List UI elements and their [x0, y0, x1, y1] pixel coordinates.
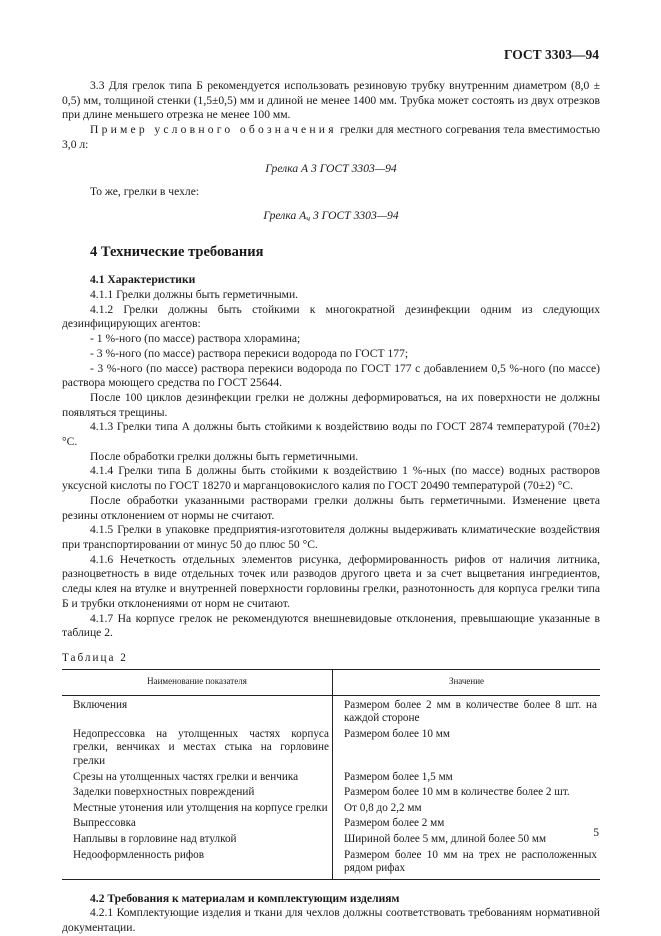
paragraph-after-water: После обработки грелки должны быть герметичными. [90, 449, 359, 463]
table-header-row [62, 669, 600, 695]
section-4-title: 4 Технические требования [90, 243, 264, 260]
table-cell-value: Размером более 1,5 мм [344, 770, 453, 783]
table-cell-indicator: Срезы на утолщенных частях грелки и венчика [62, 771, 333, 787]
table-cell-indicator: Выпрессовка [62, 817, 333, 833]
paragraph-3-3: 3.3 Для грелок типа Б рекомендуется использовать резиновую трубку внутренним диаметром (8,0 ± 0,5) мм, толщиной стенки (1,5±0,5) мм и длиной не менее 1400 мм. Трубка может состоять из двух отрезков при длине меньшего отрезка не менее 100 мм. [62, 79, 600, 122]
table-cell-value: От 0,8 до 2,2 мм [344, 801, 422, 814]
column-header-indicator: Наименование показателя [62, 669, 333, 695]
list-item-chloramine: - 1 %-ного (по массе) раствора хлорамина; [90, 332, 301, 346]
table-cell-value: Размером более 10 мм [344, 727, 450, 740]
table-cell-indicator: Недопрессовка на утолщенных частях корпуса грелки, венчиках и местах стыка на горловине грелки [62, 728, 333, 771]
document-code-header: ГОСТ 3303—94 [503, 47, 599, 62]
list-item-peroxide-detergent: - 3 %-ного (по массе) раствора перекиси водорода по ГОСТ 177 с добавлением 0,5 %-ного (по массе) раствора моющего средства по ГОСТ 25644. [62, 361, 600, 390]
designation-formula-2 [62, 209, 600, 227]
formula2-suffix: 3 ГОСТ 3303—94 [310, 208, 399, 222]
same-in-cover-text: То же, грелки в чехле: [90, 185, 200, 199]
example-spaced-word: Пример условного обозначения [90, 123, 337, 137]
table-cell-value: Размером более 2 мм [344, 817, 445, 830]
table-row [62, 833, 600, 849]
table-cell-value: Размером более 10 мм на трех не расположенных рядом рифах [333, 849, 601, 880]
subsection-4-2-title: 4.2 Требования к материалам и комплектующим изделиям [90, 891, 400, 905]
designation-formula-1: Грелка А 3 ГОСТ 3303—94 [265, 161, 397, 175]
formula2-subscript: ч [306, 213, 311, 223]
paragraph-4-1-5: 4.1.5 Грелки в упаковке предприятия-изготовителя должны выдерживать климатические воздействия при транспортировании от минус 50 до плюс 50 °С. [62, 523, 600, 551]
paragraph-after-solutions: После обработки указанными растворами грелки должны быть герметичными. Изменение цвета резины отклонением от нормы не считают. [62, 493, 600, 522]
table-cell-indicator: Заделки поверхностных повреждений [62, 786, 333, 802]
defects-table [62, 669, 600, 880]
paragraph-4-1-1: 4.1.1 Грелки должны быть герметичными. [90, 288, 299, 302]
table-cell-indicator: Включения [62, 695, 333, 728]
table-cell-value: Размером более 10 мм в количестве более 2 шт. [344, 786, 570, 799]
table-row [62, 817, 600, 833]
table-caption: Таблица 2 [62, 651, 128, 664]
table-cell-indicator: Недооформленность рифов [62, 849, 333, 880]
paragraph-4-1-2: 4.1.2 Грелки должны быть стойкими к многократной дезинфекции одним из следующих дезинфицирующих агентов: [62, 302, 600, 331]
column-header-value: Значение [333, 669, 601, 695]
table-row [62, 695, 600, 728]
table-cell-value: Шириной более 5 мм, длиной более 50 мм [344, 832, 547, 845]
subsection-4-1-title: 4.1 Характеристики [90, 273, 196, 287]
paragraph-disinfection-result: После 100 циклов дезинфекции грелки не должны деформироваться, на их поверхности не должны появляться трещины. [62, 390, 600, 419]
table-cell-value: Размером более 2 мм в количестве более 8 шт. на каждой стороне [344, 698, 597, 725]
table-cell-indicator: Наплывы в горловине над втулкой [62, 833, 333, 849]
paragraph-4-1-7: 4.1.7 На корпусе грелок не рекомендуются внешневидовые отклонения, превышающие указанные в таблице 2. [62, 611, 600, 640]
formula2-main: Грелка А [263, 208, 307, 222]
paragraph-4-1-3: 4.1.3 Грелки типа А должны быть стойкими к воздействию воды по ГОСТ 2874 температурой (70±2) °С. [62, 420, 600, 449]
page-number: 5 [593, 826, 599, 839]
table-cell-indicator: Местные утонения или утолщения на корпусе грелки [62, 802, 333, 818]
table-row [62, 802, 600, 818]
table-row [62, 728, 600, 771]
table-row [62, 786, 600, 802]
paragraph-4-1-6: 4.1.6 Нечеткость отдельных элементов рисунка, деформированность рифов от наличия литника, разноцветность в виде отдельных точек или разводов другого цвета и за счет выцветания ингредиентов, следы клея на втулке и внутренней поверхности горловины грелки, разнотонность для корпуса грелки типа Б и трубки отклонениями от норм не считают. [62, 552, 600, 610]
list-item-peroxide: - 3 %-ного (по массе) раствора перекиси водорода по ГОСТ 177; [90, 346, 409, 360]
paragraph-4-2-1: 4.2.1 Комплектующие изделия и ткани для чехлов должны соответствовать требованиям нормативной документации. [62, 906, 600, 935]
example-paragraph [62, 123, 600, 152]
example-text: грелки для местного согревания тела вместимостью 3,0 л: [62, 123, 600, 151]
table-row [62, 849, 600, 880]
table-row [62, 771, 600, 787]
page-content [62, 79, 600, 936]
paragraph-4-1-4: 4.1.4 Грелки типа Б должны быть стойкими к воздействию 1 %-ных (по массе) водных растворов уксусной кислоты по ГОСТ 18270 и марганцовокислого калия по ГОСТ 20490 температурой (70±2) °С. [62, 464, 600, 493]
